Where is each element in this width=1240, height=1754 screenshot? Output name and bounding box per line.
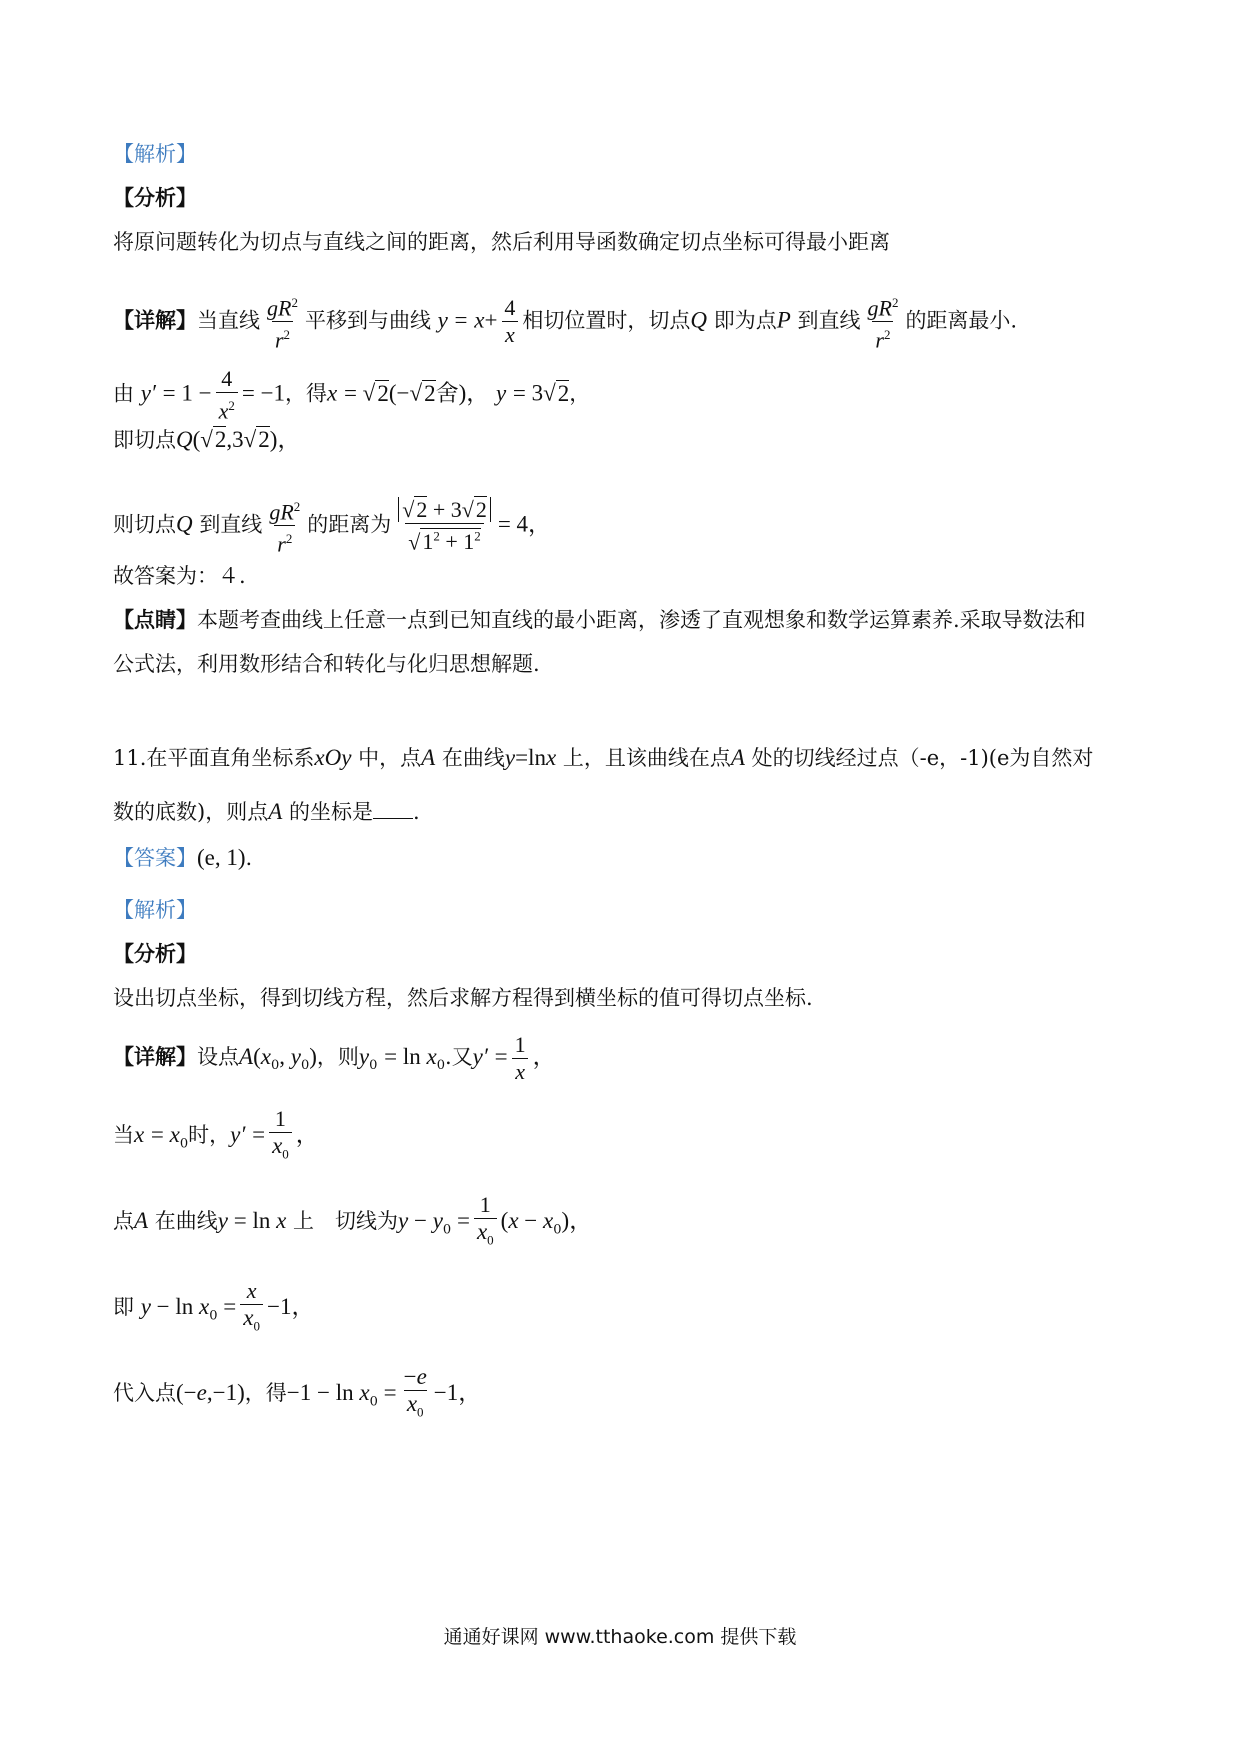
q11-sub-b: ，得: [244, 1381, 287, 1406]
q11-pt-c: 上 切线为: [293, 1209, 398, 1234]
q11-ie-line: 即 $y - \ln x_0$ = $\frac{x}{x_0}$ −1，: [113, 1278, 1130, 1339]
answer-label: 【答案】: [113, 846, 197, 870]
q11-line-2: 数的底数)，则点A 的坐标是 .: [113, 799, 420, 824]
dianjing-text-1: 本题考查曲线上任意一点到已知直线的最小距离，渗透了直观想象和数学运算素养.采取导数法和: [197, 608, 1086, 632]
detail-label-2: 【详解】: [113, 1044, 197, 1069]
formula-x-over-x0: $\frac{x}{x_0}$: [240, 1278, 263, 1339]
dianjing-line-2: 公式法，利用数形结合和转化与化归思想解题.: [113, 652, 540, 676]
step1-text-a: 由: [113, 381, 134, 406]
q11-text-d: 上，且该曲线在点: [562, 746, 731, 770]
detail-text-d: 即为点: [713, 308, 777, 333]
fenxi-text-1: 将原问题转化为切点与直线之间的距离，然后利用导函数确定切点坐标可得最小距离: [113, 230, 890, 254]
detail-text-c: 相切位置时，切点: [522, 308, 691, 333]
q11-detail-b: ，则: [316, 1045, 359, 1069]
q11-text-a: 11.在平面直角坐标系: [113, 746, 315, 770]
formula-1-over-x: $\frac{1}{x}$: [512, 1032, 529, 1085]
formula-distance: $\frac{√2 + 3√2}{√1^2 + 1^2}$: [395, 497, 494, 555]
formula-curve: y: [437, 307, 448, 333]
step1-text-c: ，: [569, 381, 591, 406]
jiexi-heading-2: 【解析】: [113, 898, 197, 922]
detail-text-f: 的距离最小.: [905, 308, 1018, 333]
q11-detail-line: 【详解】设点$A(x_0$, $y_0$)，则$y_0 = \ln x_0$.又y′ = $\frac{1}{x}$ ，: [113, 1032, 556, 1084]
dianjing-line-1: [113, 604, 1130, 636]
answer-line-1: 故答案为：４.: [113, 564, 246, 588]
formula-gR2-r2-b: $\frac{gR^2}{r^2}$: [867, 295, 899, 353]
q11-pt-a: 点: [113, 1209, 134, 1234]
q11-when-b: 时，: [188, 1123, 231, 1148]
q11-answer-line: 【答案】(e, 1).: [113, 845, 253, 870]
detail-text-b: 平移到与曲线: [304, 308, 431, 333]
step3-text-c: 的距离为: [307, 512, 392, 537]
q11-line-1: 11.在平面直角坐标系xOy 中，点A 在曲线y=lnx 上，且该曲线在点A 处的切线经过点（-e，-1)(e为自然对: [113, 745, 1094, 770]
formula-gR2-r2-c: $\frac{gR^2}{r^2}$: [269, 499, 301, 557]
answer-blank: [373, 798, 413, 819]
q11-tangent-line: 点A 在曲线y = ln x 上 切线为$y - y_0$ = $\frac{1}{x_0}$ $(x - x_0)$，: [113, 1192, 1130, 1253]
detail-line-1: 【详解】当直线 $\frac{gR^2}{r^2}$ 平移到与曲线 y = x+ $\frac{4}{x}$ 相切位置时，切点Q 即为点P 到直线 $\frac{gR^2}{r^2}$ 的距离最小.: [113, 290, 1130, 354]
q11-sub-a: 代入点: [113, 1381, 176, 1406]
formula-4-over-x: $\frac{4}{x}$: [501, 295, 518, 348]
fenxi-text-2: 设出切点坐标，得到切线方程，然后求解方程得到横坐标的值可得切点坐标.: [113, 986, 813, 1010]
q11-text-f: 数的底数)，则点: [113, 800, 269, 824]
detail-text-e: 到直线: [797, 308, 861, 333]
step1-text-b: ，得: [285, 381, 328, 406]
step3-text-a: 则切点: [113, 512, 176, 537]
step2-text: 即切点: [113, 428, 176, 452]
formula-4-over-x2: $\frac{4}{x^2}$: [216, 366, 238, 424]
q11-text-c: 在曲线: [441, 746, 505, 770]
detail-text-a: 当直线: [197, 308, 260, 333]
q11-detail-c: .又: [444, 1045, 473, 1069]
q11-ie: 即: [113, 1295, 134, 1320]
fenxi-heading-2: 【分析】: [113, 941, 197, 966]
answer-value: (e, 1): [197, 845, 246, 870]
fenxi-heading-1: 【分析】: [113, 185, 197, 210]
step-tangent-point: 即切点Q(√2,3√2)，: [113, 427, 301, 452]
q11-detail-a: 设点: [197, 1045, 239, 1069]
step-distance: 则切点Q 到直线 $\frac{gR^2}{r^2}$ 的距离为 $\frac{√2 + 3√2}{√1^2 + 1^2}$ = 4，: [113, 494, 1130, 558]
formula-1-over-x0: $\frac{1}{x_0}$: [269, 1106, 292, 1167]
formula-gR2-r2: $\frac{gR^2}{r^2}$: [267, 295, 298, 353]
formula-1-over-x0-b: $\frac{1}{x_0}$: [474, 1192, 497, 1253]
step-derivative: 由 y′ = 1 − $\frac{4}{x^2}$ = −1，得x = √2(−√2舍)， y = 3√2，: [113, 366, 591, 424]
page-footer: 通通好课网 www.tthaoke.com 提供下载: [443, 1626, 797, 1648]
step3-text-b: 到直线: [199, 512, 263, 537]
q11-when-line: 当$x = x_0$时，y′ = $\frac{1}{x_0}$ ，: [113, 1106, 1130, 1167]
q11-when-a: 当: [113, 1123, 134, 1148]
q11-pt-b: 在曲线: [154, 1209, 218, 1234]
dianjing-label: 【点睛】: [113, 607, 197, 632]
q11-text-e: 处的切线经过点（-e，-1)(e为自然对: [751, 746, 1094, 770]
q11-text-g: 的坐标是: [288, 800, 373, 824]
formula-neg-e-over-x0: $\frac{-e}{x_0}$: [401, 1364, 430, 1425]
detail-label-1: 【详解】: [113, 307, 197, 333]
jiexi-heading-1: 【解析】: [113, 142, 197, 166]
q11-text-b: 中，点: [358, 746, 422, 770]
q11-sub-line: 代入点(−e,−1)，得$-1 - \ln x_0$ = $\frac{-e}{x_0}$ −1，: [113, 1364, 1130, 1425]
